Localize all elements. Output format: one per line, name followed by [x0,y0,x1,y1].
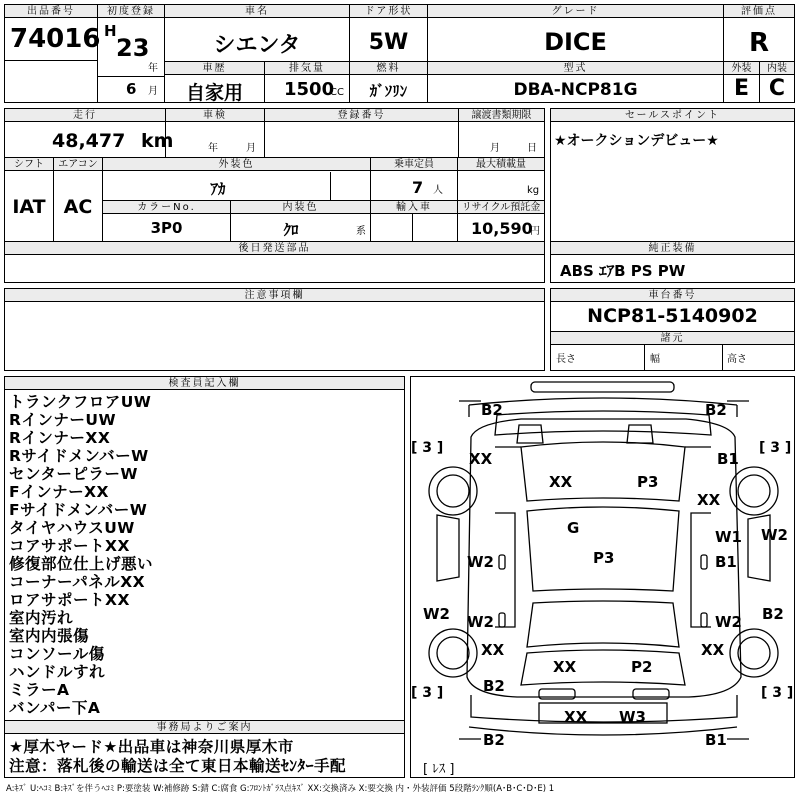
inspector-line: FサイドメンバーW [9,501,148,519]
inspection-year-unit: 年 [208,143,218,154]
mark-hood-l: XX [553,658,577,676]
mark-rear-roof-l: XX [549,473,573,491]
inspector-line: ミラーA [9,681,70,699]
mark-rear-door-l: W2 [467,553,494,571]
chassis-value: NCP81-5140902 [587,305,758,327]
sales-point-text: ★オークションデビュー★ [554,133,719,149]
mark-rear-quarter-r: XX [697,491,721,509]
inspector-line: コアサポートXX [9,537,130,555]
specs-width: 幅 [650,354,660,365]
transfer-day-unit: 日 [527,143,537,154]
aircon-value: AC [63,196,93,218]
mark-front-fender-r: XX [701,641,725,659]
inspector-line: トランクフロアUW [9,393,152,411]
score-label: 評価点 [724,5,794,18]
mark-tire-rr: [ 3 ] [759,440,792,456]
mark-roof-main: P3 [593,549,615,567]
fuel-value: ｶﾞｿﾘﾝ [369,82,408,100]
mark-front-fender-l: XX [481,641,505,659]
mark-front-corner-l: B2 [483,731,505,749]
shift-label: シフト [5,158,53,171]
first-reg-year: 23 [116,34,150,62]
inspector-line: RインナーXX [9,429,111,447]
transfer-deadline-label: 譲渡書類期限 [459,109,544,122]
later-parts-label: 後日発送部品 [5,242,544,255]
inspection-label: 車検 [166,109,264,122]
first-reg-label: 初度登録 [98,5,164,18]
recycle-label: リサイクル預託金 [458,201,544,214]
office-line-1: ★厚木ヤード★出品車は神奈川県厚木市 [9,738,294,756]
mark-side-r: B2 [762,605,784,623]
mark-rear-right: B2 [705,401,727,419]
inspector-line: バンパー下A [9,699,101,717]
first-reg-month: 6 [126,80,137,98]
displacement-unit: CC [330,87,344,98]
color-no-value: 3P0 [150,219,183,237]
sales-point-box [550,108,795,242]
equipment-label: 純正装備 [551,242,794,255]
fuel-label: 燃料 [350,62,427,75]
shift-value: IAT [12,196,46,218]
door-value: 5W [368,30,409,55]
inspection-month-unit: 月 [246,143,256,154]
mark-front-corner-r: B1 [705,731,727,749]
car-name-label: 車名 [165,5,349,18]
grade-value: DICE [544,28,607,56]
inspector-line: RインナーUW [9,411,117,429]
mark-bumper-l: XX [564,708,588,726]
int-color-value: ｸﾛ [283,221,299,239]
inspector-line: 室内内張傷 [9,627,90,645]
inspector-line: コンソール傷 [9,645,105,663]
mark-side-l: W2 [423,605,450,623]
history-label: 車歴 [165,62,264,75]
exterior-value: E [733,76,750,101]
legend-text: A:ｷｽﾞ U:ﾍｺﾐ B:ｷｽﾞを伴うﾍｺﾐ P:要塗装 W:補修跡 S:錆 C:腐食 G:ﾌﾛﾝﾄｶﾞﾗｽ点ｷｽﾞ XX:交換済み X:要交換 内・外装評価 5段階ﾗﾝｸ順(A･B･C･D･E) 1 [6,784,555,794]
lot-no-value: 74016 [10,24,101,54]
displacement-value: 1500 [284,79,335,100]
mark-tire-fl: [ 3 ] [411,685,444,701]
recycle-value: 10,590 [471,219,533,238]
chassis-label: 車台番号 [551,289,794,302]
mark-rear-left: B2 [481,401,503,419]
interior-label: 内装 [760,62,794,75]
exterior-label: 外装 [724,62,759,75]
transfer-month-unit: 月 [490,143,500,154]
ext-color-label: 外装色 [103,158,370,171]
history-value: 自家用 [185,82,243,104]
reg-no-label: 登録番号 [265,109,458,122]
mark-roof-center: G [567,519,580,537]
mileage-value: 48,477 [52,130,126,152]
inspector-lines [9,393,399,717]
first-reg-month-unit: 月 [148,86,158,97]
ext-color-value: ｱｶ [210,180,226,198]
mark-front-door-r: W2 [715,613,742,631]
int-color-label: 内装色 [231,201,370,214]
car-name-value: シエンタ [213,33,301,58]
car-diagram [410,376,795,778]
inspector-line: センターピラーW [9,465,138,483]
capacity-value: 7 [412,178,424,197]
inspector-line: タイヤハウスUW [9,519,135,537]
interior-value: C [768,76,786,101]
first-reg-era: H [104,22,117,40]
sales-point-label: セールスポイント [551,109,794,122]
color-no-label: カラーNo. [103,201,230,214]
mark-rear-door-r: W1 [715,528,742,546]
capacity-label: 乗車定員 [371,158,457,171]
mark-spare: [ ﾚｽ ] [423,762,455,777]
inspector-line: 室内汚れ [9,609,74,627]
mark-rear-side-r: W2 [761,526,788,544]
equipment-value: ABS ｴｱB PS PW [560,262,686,280]
mark-rear-fender-l: XX [469,450,493,468]
inspector-line: ハンドルすれ [9,663,106,681]
mark-front-door-l: W2 [467,613,494,631]
aircon-label: エアコン [54,158,102,171]
mark-rear-roof-r: P3 [637,473,659,491]
office-line-2: 注意：落札後の輸送は全て東日本輸送ｾﾝﾀｰ手配 [9,757,347,775]
model-value: DBA-NCP81G [513,80,638,100]
mark-front-l: B2 [483,677,505,695]
lot-no-label: 出品番号 [5,5,97,18]
int-color-unit: 系 [356,226,366,237]
mark-tire-rl: [ 3 ] [411,440,444,456]
inspector-line: FインナーXX [9,483,109,501]
max-load-unit: kg [527,185,540,196]
first-reg-year-unit: 年 [148,63,158,74]
inspector-line: ロアサポートXX [9,591,130,609]
inspector-line: 修復部位仕上げ悪い [9,555,154,573]
specs-label: 諸元 [551,331,794,345]
inspector-line: RサイドメンバーW [9,447,149,465]
mileage-unit: km [141,130,174,152]
car-outline [411,377,796,779]
grade-label: グレード [428,5,723,18]
inspector-label: 検査員記入欄 [5,377,404,390]
mark-tire-fr: [ 3 ] [761,685,794,701]
mark-rear-fender-r: B1 [717,450,739,468]
displacement-label: 排気量 [265,62,349,75]
specs-length: 長さ [556,354,576,365]
score-value: R [748,28,770,58]
notes-label: 注意事項欄 [5,289,544,302]
mark-hood-r: P2 [631,658,653,676]
mark-rear-door-r2: B1 [715,553,737,571]
model-label: 型式 [428,62,723,75]
import-label: 輸入車 [371,201,457,214]
mileage-label: 走行 [5,109,165,122]
specs-height: 高さ [727,354,747,365]
recycle-unit: 円 [530,226,540,237]
capacity-unit: 人 [433,185,443,196]
door-label: ドア形状 [350,5,427,18]
mark-bumper-r: W3 [619,708,646,726]
max-load-label: 最大積載量 [458,158,544,171]
inspector-line: コーナーパネルXX [9,573,146,591]
office-label: 事務局よりご案内 [5,720,404,734]
